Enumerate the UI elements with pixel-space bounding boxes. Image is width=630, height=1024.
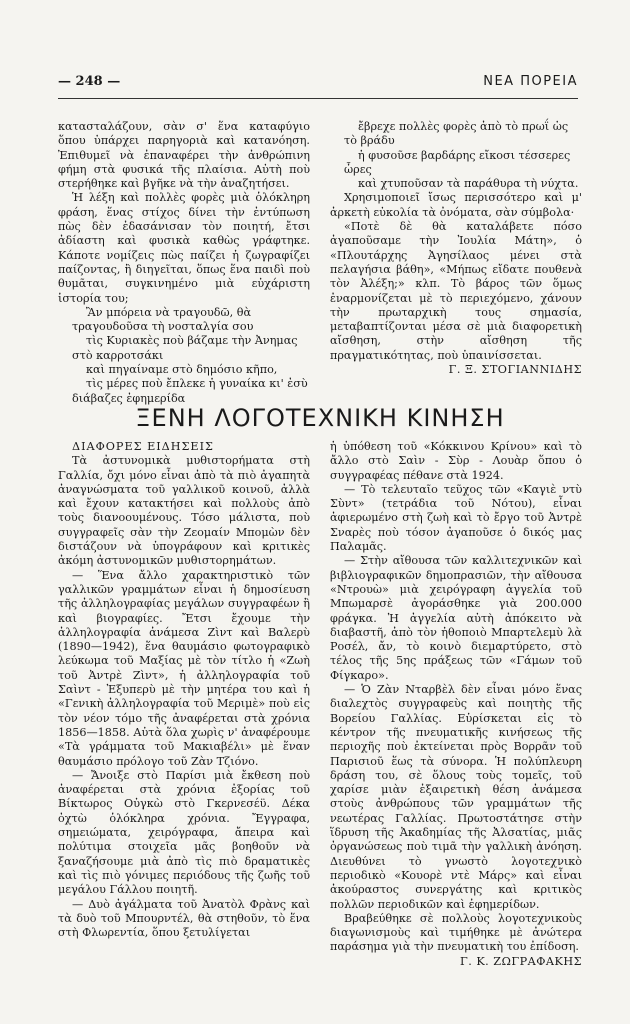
page-number: — 248 —	[58, 74, 121, 89]
paragraph: Χρησιμοποιεῖ ἴσως περισσότερο καὶ μ' ἀρκετὴ εὐκολία τὰ ὀνόματα, σὰν σύμβολα·	[330, 191, 582, 219]
article-column-right	[330, 120, 582, 377]
paragraph: «Ποτὲ δὲ θὰ καταλάβετε πόσο ἀγαποῦσαμε τὴν Ἰουλία Μάτη», ὁ «Πλουτάρχης Ἀγησίλαος μένει στὰ πελαγήσια βάθη», «Μήπως εἴδατε πουθενὰ τὸν Ἀλέξη;» κλπ. Τὸ βάρος τῶν ὅμως ἐναρμονίζεται μὲ τὸ περιεχόμενο, χάνουν τὴν πρωταρχικὴ τους σημασία, μεταβαπτίζονται μέσα σὲ μιὰ διαφορετικὴ αἴσθηση, στὴν αἴσθηση τῆς πραγματικότητας, ποὺ ὑπαινίσσεται.	[330, 220, 582, 362]
page-header	[58, 74, 578, 94]
verse-line: τὶς Κυριακὲς ποὺ βάζαμε τὴν Ἀνημας στὸ καρροτσάκι	[72, 334, 298, 362]
paragraph: κατασταλάζουν, σὰν σ' ἕνα καταφύγιο ὅπου ὑπάρχει παρηγοριὰ καὶ κατανόηση. Ἐπιθυμεῖ νὰ ἐπαναφέρει τὴν ἀνθρώπινη φήμη στὰ φυσικά τῆς πλαίσια. Αὐτὴ ποὺ στερήθηκε καὶ βγῆκε νὰ τὴν ἀναζητήσει.	[58, 120, 310, 191]
paragraph: — Στὴν αἴθουσα τῶν καλλιτεχνικῶν καὶ βιβλιογραφικῶν δημοπρασιῶν, τὴν αἴθουσα «Ντρουὼ» μιὰ χειρόγραφη ἀγγελία τοῦ Μπωμαρσὲ ἀγοράσθηκε γιὰ 200.000 φράγκα. Ἡ ἀγγελία αὐτὴ ἀπόκειτο νὰ διαβαστῆ, ἀπὸ τὸν ἠθοποιὸ Μπαρτελεμὺ λὰ Ροσέλ, ἄν, τὸ κοινὸ διεμαρτύρετο, στὸ τέλος τῆς 5ης πράξεως τῶν «Γάμων τοῦ Φίγκαρο».	[330, 554, 582, 682]
news-column-right	[330, 440, 582, 969]
paragraph: — Δυὸ ἀγάλματα τοῦ Ἀνατὸλ Φρὰνς καὶ τὰ δυὸ τοῦ Μπουρντέλ, θὰ στηθοῦν, τὸ ἕνα στὴ Φλωρεντία, ὅπου ξετυλίγεται	[58, 897, 310, 940]
paragraph: — Ἕνα ἄλλο χαρακτηριστικὸ τῶν γαλλικῶν γραμμάτων εἶναι ἡ δημοσίευση τῆς ἀλληλογραφίας μεγάλων συγγραφέων ἢ καὶ βιογραφίες. Ἔτσι ἔχουμε τὴν ἀλληλογραφία ἀνάμεσα Ζὶντ καὶ Βαλερὺ (1890—1942), ἕνα θαυμάσιο φωτογραφικὸ λεύκωμα τοῦ Μαξίας μὲ τὸν τίτλο ἡ «Ζωὴ τοῦ Ἀντρὲ Ζὶντ», ἡ ἀλληλογραφία τοῦ Σαὶντ - Ἐξυπερὺ μὲ τὴν μητέρα του καὶ ἡ «Γενικὴ ἀλληλογραφία τοῦ Μεριμὲ» ποὺ εἰς τὸν νέον τόμο τῆς ἀναφέρεται στὰ χρόνια 1856—1858. Αὐτὰ ὅλα χωρὶς ν' ἀναφέρουμε «Τὰ γράμματα τοῦ Μακιαβέλι» μὲ ἕναν θαυμάσιο πρόλογο τοῦ Ζὰν Τζιόνο.	[58, 568, 310, 768]
paragraph: ἡ ὑπόθεση τοῦ «Κόκκινου Κρίνου» καὶ τὸ ἄλλο στὸ Σαὶν - Σὺρ - Λουὰρ ὅπου ὁ συγγραφέας πέθανε στὰ 1924.	[330, 440, 582, 482]
news-column-left	[58, 440, 310, 940]
verse-line: καὶ χτυποῦσαν τὰ παράθυρα τὴ νύχτα.	[358, 177, 579, 191]
paragraph: — Τὸ τελευταῖο τεῦχος τῶν «Καγιὲ ντὺ Σὺντ» (τετράδια τοῦ Νότου), εἶναι ἀφιερωμένο στὴ ζωὴ καὶ τὸ ἔργο τοῦ Ἀντρὲ Σναρὲς ποὺ τόσον ἀγαποῦσε ὁ δικός μας Παλαμᾶς.	[330, 482, 582, 554]
verse-line: καὶ πηγαίναμε στὸ δημόσιο κῆπο,	[86, 363, 278, 377]
verse-line: ἡ φυσοῦσε βαρδάρης εἴκοσι τέσσερες ὧρες	[344, 148, 571, 176]
author-signature: Γ. Κ. ΖΩΓΡΑΦΑΚΗΣ	[459, 954, 582, 968]
verse-line: τὶς μέρες ποὺ ἔπλεκε ἡ γυναίκα κι' ἐσὺ διάβαζες ἐφημερίδα	[72, 377, 308, 405]
paragraph: — Ἄνοιξε στὸ Παρίσι μιὰ ἔκθεση ποὺ ἀναφέρεται στὰ χρόνια ἐξορίας τοῦ Βίκτωρος Οὐγκὼ στὸ Γκερνεσέϋ. Δέκα ὀχτὼ ὁλόκληρα χρόνια. Ἔγγραφα, σημειώματα, χειρόγραφα, ἄπειρα καὶ πολύτιμα στοιχεῖα μᾶς βοηθοῦν νὰ ξαναζήσουμε μιὰ ἀπὸ τὶς πιὸ δραματικὲς καὶ τὶς πιὸ γόνιμες περιόδους τῆς ζωῆς τοῦ μεγάλου Γάλλου ποιητῆ.	[58, 768, 310, 897]
paragraph: Ἡ λέξη καὶ πολλὲς φορὲς μιὰ ὁλόκληρη φράση, ἕνας στίχος δίνει τὴν ἐντύπωση πὼς δὲν ἐδασάνισαν τὸν ποιητή, ἔτσι ἀδίαστη καὶ φυσικὰ καθὼς γράφτηκε. Κάποτε νομίζεις πὼς παίζει ἡ ζωγραφίζει παίζοντας, ἢ διηγεῖται, ὅπως ἕνα παιδὶ ποὺ θυμᾶται, συγκινημένο μιὰ εὐχάριστη ἱστορία του;	[58, 191, 310, 305]
paragraph: — Ὁ Ζὰν Νταρβὲλ δὲν εἶναι μόνο ἕνας διαλεχτὸς συγγραφεὺς καὶ ποιητὴς τῆς Βορείου Γαλλίας. Εὑρίσκεται εἰς τὸ κέντρον τῆς πνευματικῆς κινήσεως τῆς περιοχῆς ποὺ ἐκτείνεται πρὸς Βορρᾶν τοῦ Παρισιοῦ ἕως τὰ σύνορα. Ἡ πολύπλευρη δράση του, σὲ ὅλους τοὺς τομεῖς, τοῦ χαρίσε μιὰν ἐξαιρετικὴ θέση ἀνάμεσα στοὺς ἀνθρώπους τῶν γραμμάτων τῆς νεωτέρας Γαλλίας. Πρωτοστάτησε στὴν ἵδρυση τῆς Ἀκαδημίας τῆς Ἀλσατίας, μιᾶς ὀργανώσεως ποὺ τιμᾶ τὴν γαλλικὴ ἀνόηση. Διευθύνει τὸ γνωστὸ λογοτεχνικὸ περιοδικὸ «Κουορὲ ντὲ Μάρς» καὶ εἶναι ἀκούραστος συνεργάτης καὶ κριτικὸς πολλῶν περιοδικῶν καὶ ἐφημερίδων.	[330, 683, 582, 911]
paragraph: Βραβεύθηκε σὲ πολλοὺς λογοτεχνικοὺς διαγωνισμοὺς καὶ τιμήθηκε μὲ ἀνώτερα παράσημα γιὰ τὴν πνευματικὴ του ἐπίδοση.	[330, 911, 582, 954]
paragraph: Τὰ ἀστυνομικὰ μυθιστορήματα στὴ Γαλλία, ὄχι μόνο εἶναι ἀπὸ τὰ πιὸ ἀγαπητὰ ἀναγνώσματα τοῦ γαλλικοῦ κοινοῦ, ἀλλὰ καὶ ἔχουν κατακτήσει καὶ πολλοὺς ἀπὸ τοὺς διανοουμένους. Τόσο μάλιστα, ποὺ συγγραφεῖς σὰν τὴν Ζεομαίν Μπομὼν δὲν διστάζουν νὰ ὑπογράφουν καὶ κριτικὲς ἀκόμη ἀστυνομικῶν μυθιστορημάτων.	[58, 454, 310, 568]
verse-line: Ἂν μπόρεια νὰ τραγουδῶ, θὰ τραγουδοῦσα τὴ νοσταλγία σου	[72, 305, 254, 334]
verse-line: ἔβρεχε πολλὲς φορὲς ἀπὸ τὸ πρωΐ ὡς τὸ βράδυ	[344, 120, 569, 148]
journal-name: ΝΕΑ ΠΟΡΕΙΑ	[483, 74, 578, 89]
header-rule	[58, 98, 578, 99]
subheading: ΔΙΑΦΟΡΕΣ ΕΙΔΗΣΕΙΣ	[72, 440, 214, 453]
article-column-left	[58, 120, 310, 406]
section-title: ΞΕΝΗ ΛΟΓΟΤΕΧΝΙΚΗ ΚΙΝΗΣΗ	[135, 404, 505, 432]
author-signature: Γ. Ξ. ΣΤΟΓΙΑΝΝΙΔΗΣ	[448, 363, 582, 377]
